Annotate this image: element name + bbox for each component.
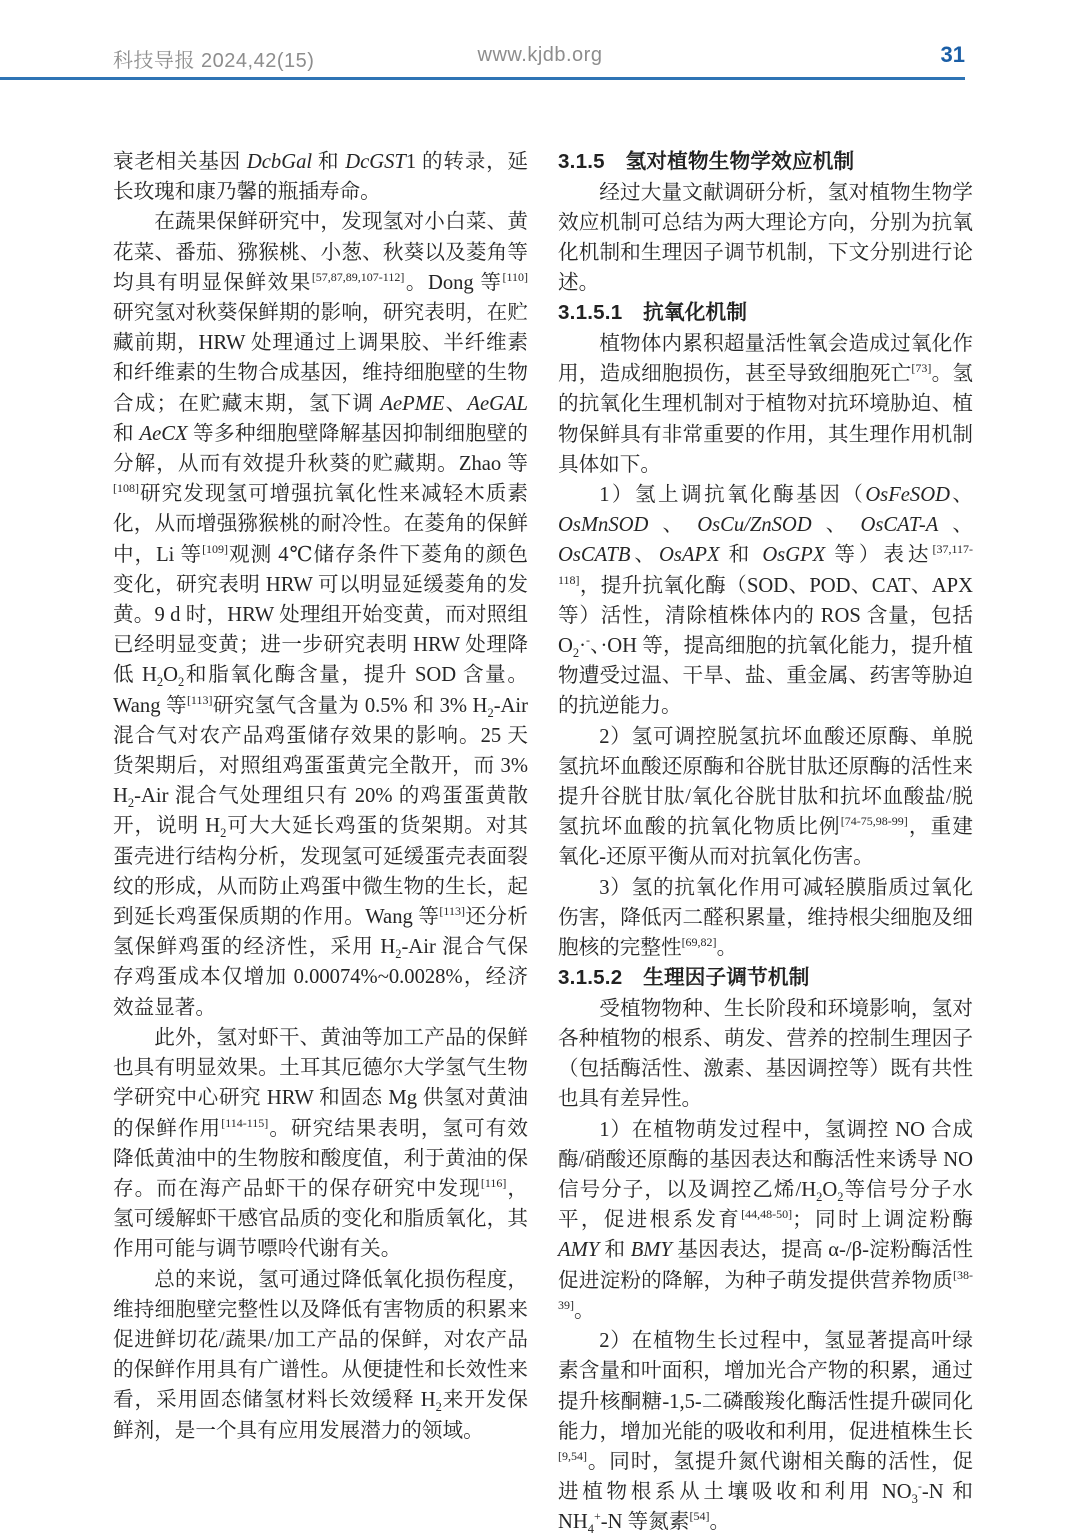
paragraph: 受植物物种、生长阶段和环境影响，氢对各种植物的根系、萌发、营养的控制生理因子（包括酶活性、激素、基因调控等）既有共性也具有差异性。 — [558, 997, 973, 1111]
paragraph: 总的来说，氢可通过降低氧化损伤程度，维持细胞壁完整性以及降低有害物质的积累来促进鲜切花/蔬果/加工产品的保鲜，对农产品的保鲜作用具有广谱性。从便捷性和长效性来看，采用固态储氢材料长效缓释 $H_2$来开发保鲜剂，是一个具有应用发展潜力的领域。 — [113, 1268, 528, 1442]
journal-issue-label: 科技导报 2024,42(15) — [113, 50, 315, 72]
paragraph: 1）在植物萌发过程中，氢调控 NO 合成酶/硝酸还原酶的基因表达和酶活性来诱导 NO 信号分子，以及调控乙烯$/H_2O_2$等信号分子水平，促进根系发育[44,48-50]；同时上调淀粉酶 AMY 和 BMY 基因表达，提高 α-/β-淀粉酶活性促进淀粉的降解，为种子萌发提供营养物质[38-39]。 — [558, 1118, 974, 1322]
section-heading: 3.1.5.2 生理因子调节机制 — [558, 966, 810, 990]
page-number: 31 — [940, 42, 965, 67]
journal-website: www.kjdb.org — [477, 44, 603, 66]
paragraph: 在蔬果保鲜研究中，发现氢对小白菜、黄花菜、番茄、猕猴桃、小葱、秋葵以及菱角等均具有明显保鲜效果[57,87,89,107-112]。Dong 等[110]研究氢对秋葵保鲜期的影响，研究表明，在贮藏前期，HRW 处理通过上调果胶、半纤维素和纤维素的生物合成基因，维持细胞壁的生物合成；在贮藏末期，氢下调 AePME、AeGAL 和 AeCX 等多种细胞壁降解基因抑制细胞壁的分解，从而有效提升秋葵的贮藏期。Zhao 等[108]研究发现氢可增强抗氧化性来减轻木质素化，从而增强猕猴桃的耐冷性。在菱角的保鲜中，Li 等[109]观测 4℃储存条件下菱角的颜色变化，研究表明 HRW 可以明显延缓菱角的发黄。9 d 时，HRW 处理组开始变黄，而对照组已经明显变黄；进一步研究表明 HRW 处理降低 $H_2O_2$和脂氧化酶含量，提升 SOD 含量。Wang 等[113]研究氢气含量为 0.5% 和 3% $H_2$-Air 混合气对农产品鸡蛋储存效果的影响。25 天货架期后，对照组鸡蛋蛋黄完全散开，而 3% $H_2$-Air 混合气处理组只有 20% 的鸡蛋蛋黄散开，说明 $H_2$可大大延长鸡蛋的货架期。对其蛋壳进行结构分析，发现氢可延缓蛋壳表面裂纹的形成，从而防止鸡蛋中微生物的生长，起到延长鸡蛋保质期的作用。Wang 等[113]还分析氢保鲜鸡蛋的经济性，采用 $H_2$-Air 混合气保存鸡蛋成本仅增加 0.00074%~0.0028%，经济效益显著。 — [113, 211, 529, 1019]
paragraph: 2）氢可调控脱氢抗坏血酸还原酶、单脱氢抗坏血酸还原酶和谷胱甘肽还原酶的活性来提升谷胱甘肽/氧化谷胱甘肽和抗坏血酸盐/脱氢抗坏血酸的抗氧化物质比例[74-75,98-99]，重建氧化-还原平衡从而对抗氧化伤害。 — [558, 725, 974, 869]
paragraph: 经过大量文献调研分析，氢对植物生物学效应机制可总结为两大理论方向，分别为抗氧化机制和生理因子调节机制，下文分别进行论述。 — [558, 181, 973, 295]
section-heading: 3.1.5 氢对植物生物学效应机制 — [558, 150, 855, 173]
paragraph: 此外，氢对虾干、黄油等加工产品的保鲜也具有明显效果。土耳其厄德尔大学氢气生物学研究中心研究 HRW 和固态 Mg 供氢对黄油的保鲜作用[114-115]。研究结果表明，氢可有效降低黄油中的生物胺和酸度值，利于黄油的保存。而在海产品虾干的保存研究中发现[116]，氢可缓解虾干感官品质的变化和脂质氧化，其作用可能与调节嘌呤代谢有关。 — [113, 1026, 529, 1261]
paragraph: 植物体内累积超量活性氧会造成过氧化作用，造成细胞损伤，甚至导致细胞死亡[73]。氢的抗氧化生理机制对于植物对抗环境胁迫、植物保鲜具有非常重要的作用，其生理作用机制具体如下。 — [558, 333, 974, 476]
page-header — [0, 0, 1080, 80]
paragraph: 3）氢的抗氧化作用可减轻膜脂质过氧化伤害，降低丙二醛积累量，维持根尖细胞及细胞核的完整性[69,82]。 — [558, 876, 973, 960]
section-heading: 3.1.5.1 抗氧化机制 — [558, 301, 748, 325]
left-column — [113, 147, 528, 1538]
paragraph: 1）氢上调抗氧化酶基因（OsFeSOD、OsMnSOD、OsCu/ZnSOD、OsCAT-A、OsCATB、OsAPX 和 OsGPX 等）表达[37,117-118]，提升抗氧化酶（SOD、POD、CAT、APX 等）活性，清除植株体内的 ROS 含量，包括 $O_2\cdot^-$、·OH 等，提高细胞的抗氧化能力，提升植物遭受过温、干旱、盐、重金属、药害等胁迫的抗逆能力。 — [558, 484, 974, 718]
article-body — [113, 147, 973, 1538]
paragraph: 衰老相关基因 DcbGal 和 DcGST1 的转录，延长玫瑰和康乃馨的瓶插寿命。 — [113, 151, 528, 204]
paragraph: 2）在植物生长过程中，氢显著提高叶绿素含量和叶面积，增加光合产物的积累，通过提升核酮糖-1,5-二磷酸羧化酶活性提升碳同化能力，增加光能的吸收和利用，促进植株生长[9,54]。同时，氢提升氮代谢相关酶的活性，促进植物根系从土壤吸收和利用 $NO_3^--N$ 和 $NH_4^+-N$ 等氮素[54]。 — [558, 1330, 973, 1537]
header-rule — [0, 77, 965, 80]
right-column — [558, 147, 973, 1538]
